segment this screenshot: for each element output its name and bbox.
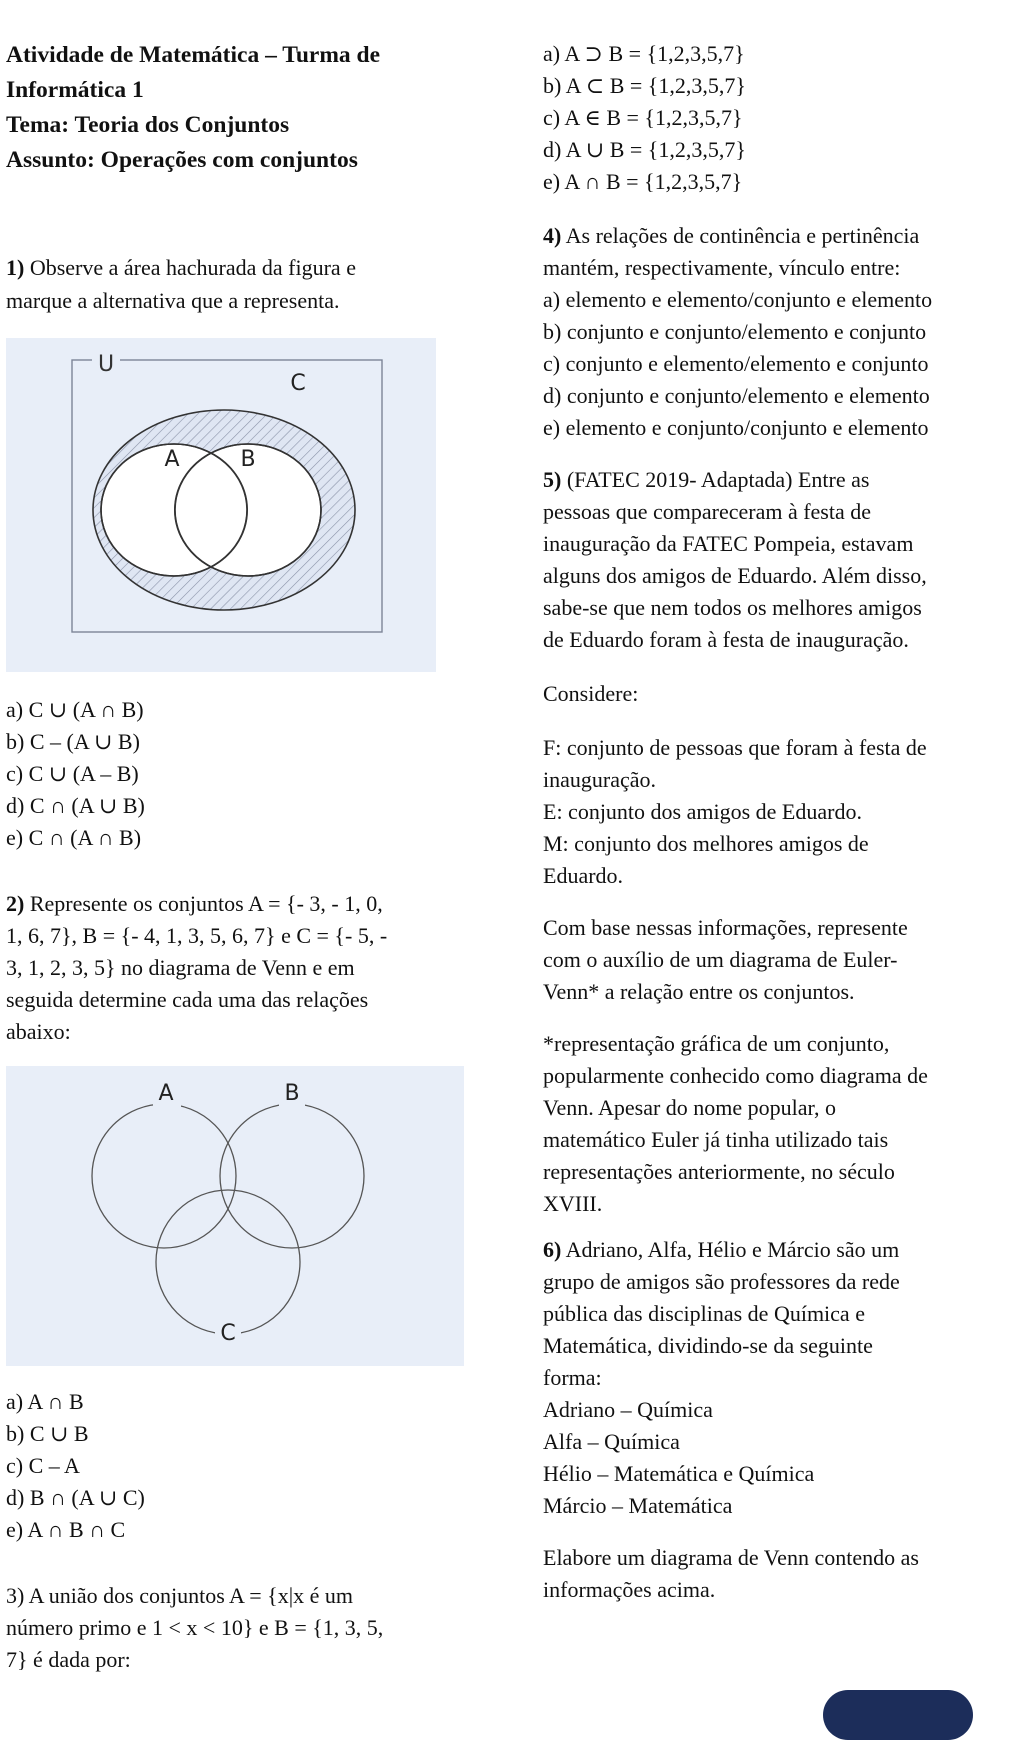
q6-text-1 <box>543 1234 919 1266</box>
q2-option-b: b) C ∪ B <box>6 1421 89 1446</box>
q2-text-3: 3, 1, 2, 3, 5} no diagrama de Venn e em <box>6 955 355 980</box>
q1-text-2: marque a alternativa que a representa. <box>6 288 340 313</box>
q2-label-a: A <box>158 1081 174 1106</box>
q3-option-c: c) A ∈ B = {1,2,3,5,7} <box>543 105 743 130</box>
floating-action-button[interactable] <box>823 1690 973 1740</box>
q2-text-4: seguida determine cada uma das relações <box>6 987 369 1012</box>
left-column <box>6 38 466 178</box>
q3-text-3: 7} é dada por: <box>6 1647 131 1672</box>
q3-text <box>6 1580 383 1676</box>
q1-venn-svg <box>6 338 436 672</box>
q5-note-5: representações anteriormente, no século <box>543 1159 895 1184</box>
assunto-line: Assunto: Operações com conjuntos <box>6 147 358 173</box>
q5-m-1: M: conjunto dos melhores amigos de <box>543 831 869 856</box>
q4-block <box>543 220 932 444</box>
q6-person-marcio: Márcio – Matemática <box>543 1493 733 1518</box>
q2-venn-svg <box>6 1066 464 1366</box>
q2-label-c: C <box>220 1321 236 1346</box>
q5-block <box>543 464 928 1220</box>
q1-text-1-body: Observe a área hachurada da figura e <box>24 255 356 280</box>
q2-text-5: abaixo: <box>6 1019 71 1044</box>
q2-text <box>6 888 387 1048</box>
title-line-2: Informática 1 <box>6 77 144 103</box>
q4-text-2: mantém, respectivamente, vínculo entre: <box>543 255 901 280</box>
q5-text-1-body: (FATEC 2019- Adaptada) Entre as <box>561 467 870 492</box>
q5-considere: Considere: <box>543 681 639 706</box>
q4-text-1-body: As relações de continência e pertinência <box>561 223 920 248</box>
q6-text-3: pública das disciplinas de Química e <box>543 1301 865 1326</box>
q3-option-e: e) A ∩ B = {1,2,3,5,7} <box>543 169 743 194</box>
q5-f-1: F: conjunto de pessoas que foram à festa de <box>543 735 927 760</box>
q3-text-1: 3) A união dos conjuntos A = {x|x é um <box>6 1583 353 1608</box>
q5-text-2: pessoas que compareceram à festa de <box>543 499 872 524</box>
q5-note-2: popularmente conhecido como diagrama de <box>543 1063 928 1088</box>
q5-note-4: matemático Euler já tinha utilizado tais <box>543 1127 889 1152</box>
q6-text-1-body: Adriano, Alfa, Hélio e Márcio são um <box>561 1237 900 1262</box>
label-c: C <box>290 371 306 396</box>
q5-text-3: inauguração da FATEC Pompeia, estavam <box>543 531 914 556</box>
q5-text-4: alguns dos amigos de Eduardo. Além disso, <box>543 563 927 588</box>
q4-option-e: e) elemento e conjunto/conjunto e elemento <box>543 415 929 440</box>
label-a: A <box>164 447 180 472</box>
q6-block <box>543 1234 919 1606</box>
q2-text-1 <box>6 888 387 920</box>
q4-text-1 <box>543 220 932 252</box>
q1-option-a: a) C ∪ (A ∩ B) <box>6 697 144 722</box>
q2-venn-figure <box>6 1066 464 1366</box>
q4-option-d: d) conjunto e conjunto/elemento e elemento <box>543 383 930 408</box>
q6-text-4: Matemática, dividindo-se da seguinte <box>543 1333 873 1358</box>
q5-text-1 <box>543 464 928 496</box>
title-line-1: Atividade de Matemática – Turma de <box>6 42 381 68</box>
q5-e-1: E: conjunto dos amigos de Eduardo. <box>543 799 862 824</box>
q1-option-b: b) C – (A ∪ B) <box>6 729 140 754</box>
q5-note-1: *representação gráfica de um conjunto, <box>543 1031 890 1056</box>
q6-person-alfa: Alfa – Química <box>543 1429 680 1454</box>
q1-option-e: e) C ∩ (A ∩ B) <box>6 825 142 850</box>
q2-option-d: d) B ∩ (A ∪ C) <box>6 1485 145 1510</box>
q2-option-a: a) A ∩ B <box>6 1389 84 1414</box>
q5-c-3: Venn* a relação entre os conjuntos. <box>543 979 855 1004</box>
tema-line: Tema: Teoria dos Conjuntos <box>6 112 290 138</box>
universe-label: U <box>97 352 115 377</box>
q6-person-adriano: Adriano – Química <box>543 1397 713 1422</box>
q2-option-e: e) A ∩ B ∩ C <box>6 1517 126 1542</box>
q5-note-6: XVIII. <box>543 1191 603 1216</box>
q6-text-2: grupo de amigos são professores da rede <box>543 1269 900 1294</box>
q1-options <box>6 694 145 854</box>
q6-person-helio: Hélio – Matemática e Química <box>543 1461 815 1486</box>
q1-option-d: d) C ∩ (A ∪ B) <box>6 793 145 818</box>
q2-number: 2) <box>6 891 25 916</box>
q6-closing-1: Elabore um diagrama de Venn contendo as <box>543 1545 919 1570</box>
q3-option-b: b) A ⊂ B = {1,2,3,5,7} <box>543 73 746 98</box>
q3-text-2: número primo e 1 < x < 10} e B = {1, 3, 5, <box>6 1615 384 1640</box>
q4-option-c: c) conjunto e elemento/elemento e conjunto <box>543 351 929 376</box>
q6-number: 6) <box>543 1237 562 1262</box>
q6-text-5: forma: <box>543 1365 602 1390</box>
q5-note-3: Venn. Apesar do nome popular, o <box>543 1095 837 1120</box>
q5-m-2: Eduardo. <box>543 863 624 888</box>
q5-text-6: de Eduardo foram à festa de inauguração. <box>543 627 909 652</box>
q1-option-c: c) C ∪ (A – B) <box>6 761 139 786</box>
q5-f-2: inauguração. <box>543 767 656 792</box>
q2-text-1-body: Represente os conjuntos A = {- 3, - 1, 0, <box>24 891 383 916</box>
q2-option-c: c) C – A <box>6 1453 80 1478</box>
q6-closing-2: informações acima. <box>543 1577 716 1602</box>
q2-text-2: 1, 6, 7}, B = {- 4, 1, 3, 5, 6, 7} e C = {- 5, - <box>6 923 388 948</box>
q5-c-1: Com base nessas informações, represente <box>543 915 908 940</box>
label-b: B <box>240 447 256 472</box>
q5-number: 5) <box>543 467 562 492</box>
q1-text-1 <box>6 252 356 284</box>
q4-option-b: b) conjunto e conjunto/elemento e conjunto <box>543 319 927 344</box>
q2-label-b: B <box>284 1081 300 1106</box>
q4-option-a: a) elemento e elemento/conjunto e elemento <box>543 287 933 312</box>
q3-option-d: d) A ∪ B = {1,2,3,5,7} <box>543 137 746 162</box>
q4-number: 4) <box>543 223 562 248</box>
q1-number: 1) <box>6 255 25 280</box>
q1-venn-figure <box>6 338 436 672</box>
q5-c-2: com o auxílio de um diagrama de Euler- <box>543 947 898 972</box>
q3-options <box>543 38 746 198</box>
q5-text-5: sabe-se que nem todos os melhores amigos <box>543 595 922 620</box>
q2-options <box>6 1386 145 1546</box>
q3-option-a: a) A ⊃ B = {1,2,3,5,7} <box>543 41 745 66</box>
